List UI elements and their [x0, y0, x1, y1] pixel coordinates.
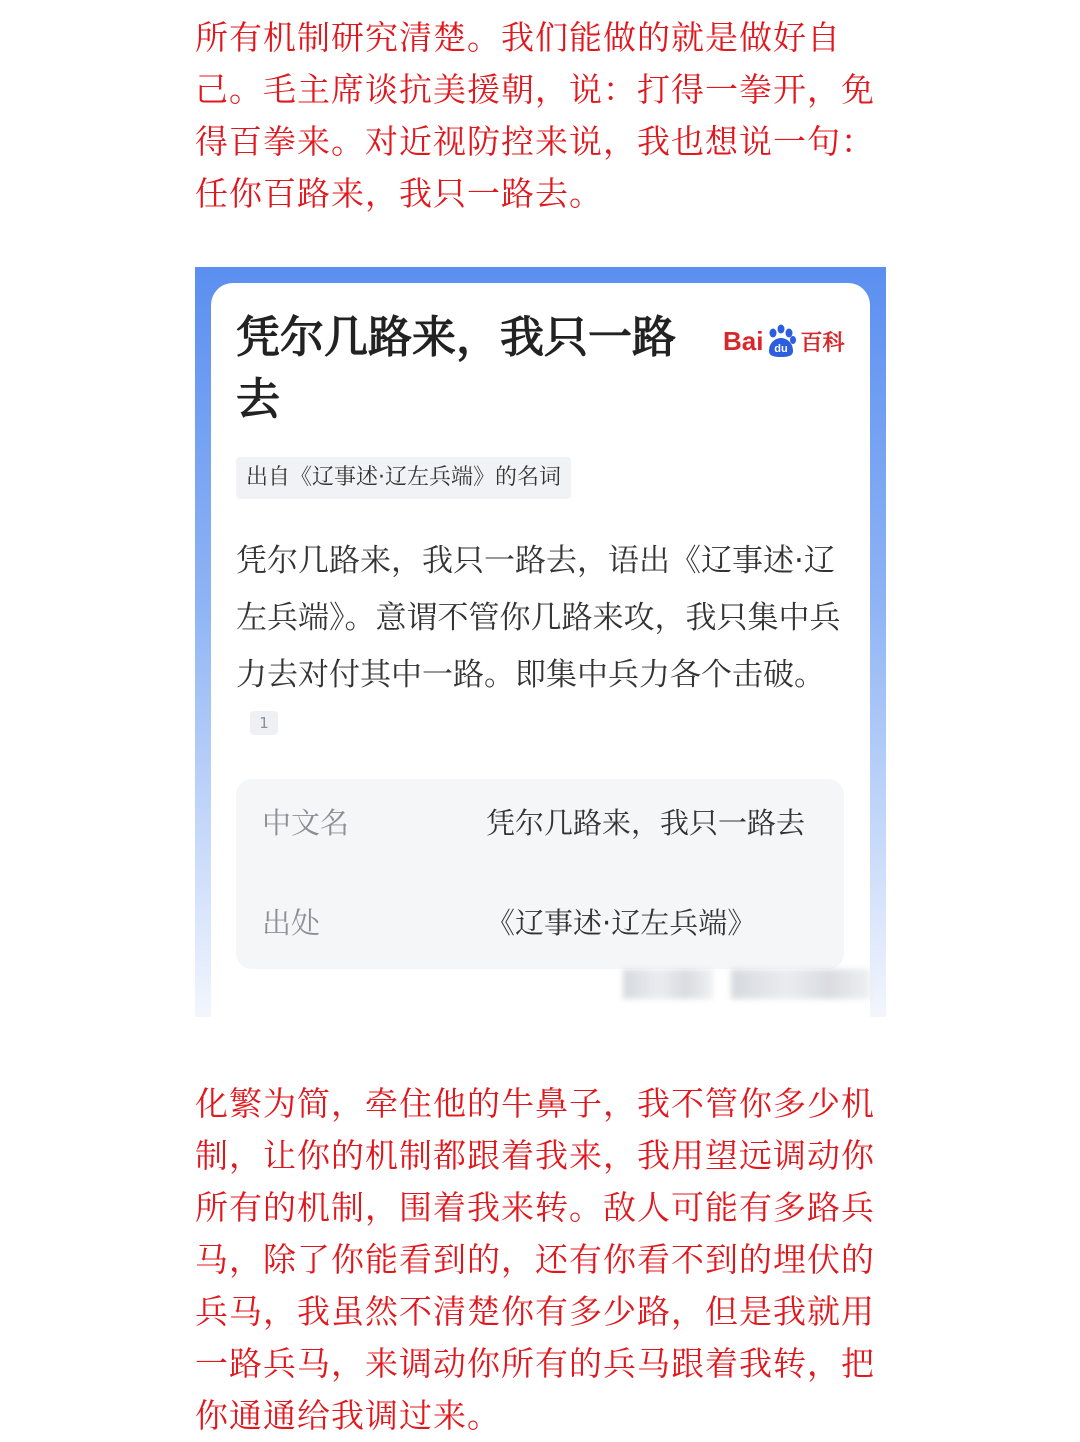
brand-prefix: Bai [723, 325, 764, 356]
infobox-value: 凭尔几路来，我只一路去 [486, 806, 806, 840]
entry-summary [236, 533, 856, 761]
infobox-label: 出处 [262, 906, 321, 940]
source-tag[interactable]: 出自《辽事述·辽左兵端》的名词 [236, 457, 571, 499]
closing-paragraph: 化繁为简，牵住他的牛鼻子，我不管你多少机制，让你的机制都跟着我来，我用望远调动你所有的机制，围着我来转。敌人可能有多路兵马，除了你能看到的，还有你看不到的埋伏的兵马，我虽然不清楚你有多少路，但是我就用一路兵马，来调动你所有的兵马跟着我转，把你通通给我调过来。 [195, 1084, 875, 1435]
blurred-text [731, 969, 871, 999]
infobox-label: 中文名 [262, 806, 350, 840]
baike-screenshot [195, 267, 886, 1017]
intro-paragraph: 所有机制研究清楚。我们能做的就是做好自己。毛主席谈抗美援朝，说：打得一拳开，免得百拳来。对近视防控来说，我也想说一句：任你百路来，我只一路去。 [195, 18, 875, 213]
baike-card [211, 283, 870, 1017]
baidu-baike-logo [723, 321, 844, 361]
paw-icon [764, 324, 798, 358]
summary-text: 凭尔几路来，我只一路去，语出《辽事述·辽左兵端》。意谓不管你几路来攻，我只集中兵力去对付其中一路。即集中兵力各个击破。 [236, 543, 841, 693]
reference-badge[interactable]: 1 [250, 711, 278, 735]
infobox-value[interactable]: 《辽事述·辽左兵端》 [486, 906, 757, 940]
entry-title: 凭尔几路来，我只一路去 [236, 312, 676, 425]
brand-suffix: 百科 [800, 330, 845, 356]
paw-text: du [774, 343, 789, 355]
blurred-text [623, 969, 713, 999]
infobox [236, 779, 844, 969]
